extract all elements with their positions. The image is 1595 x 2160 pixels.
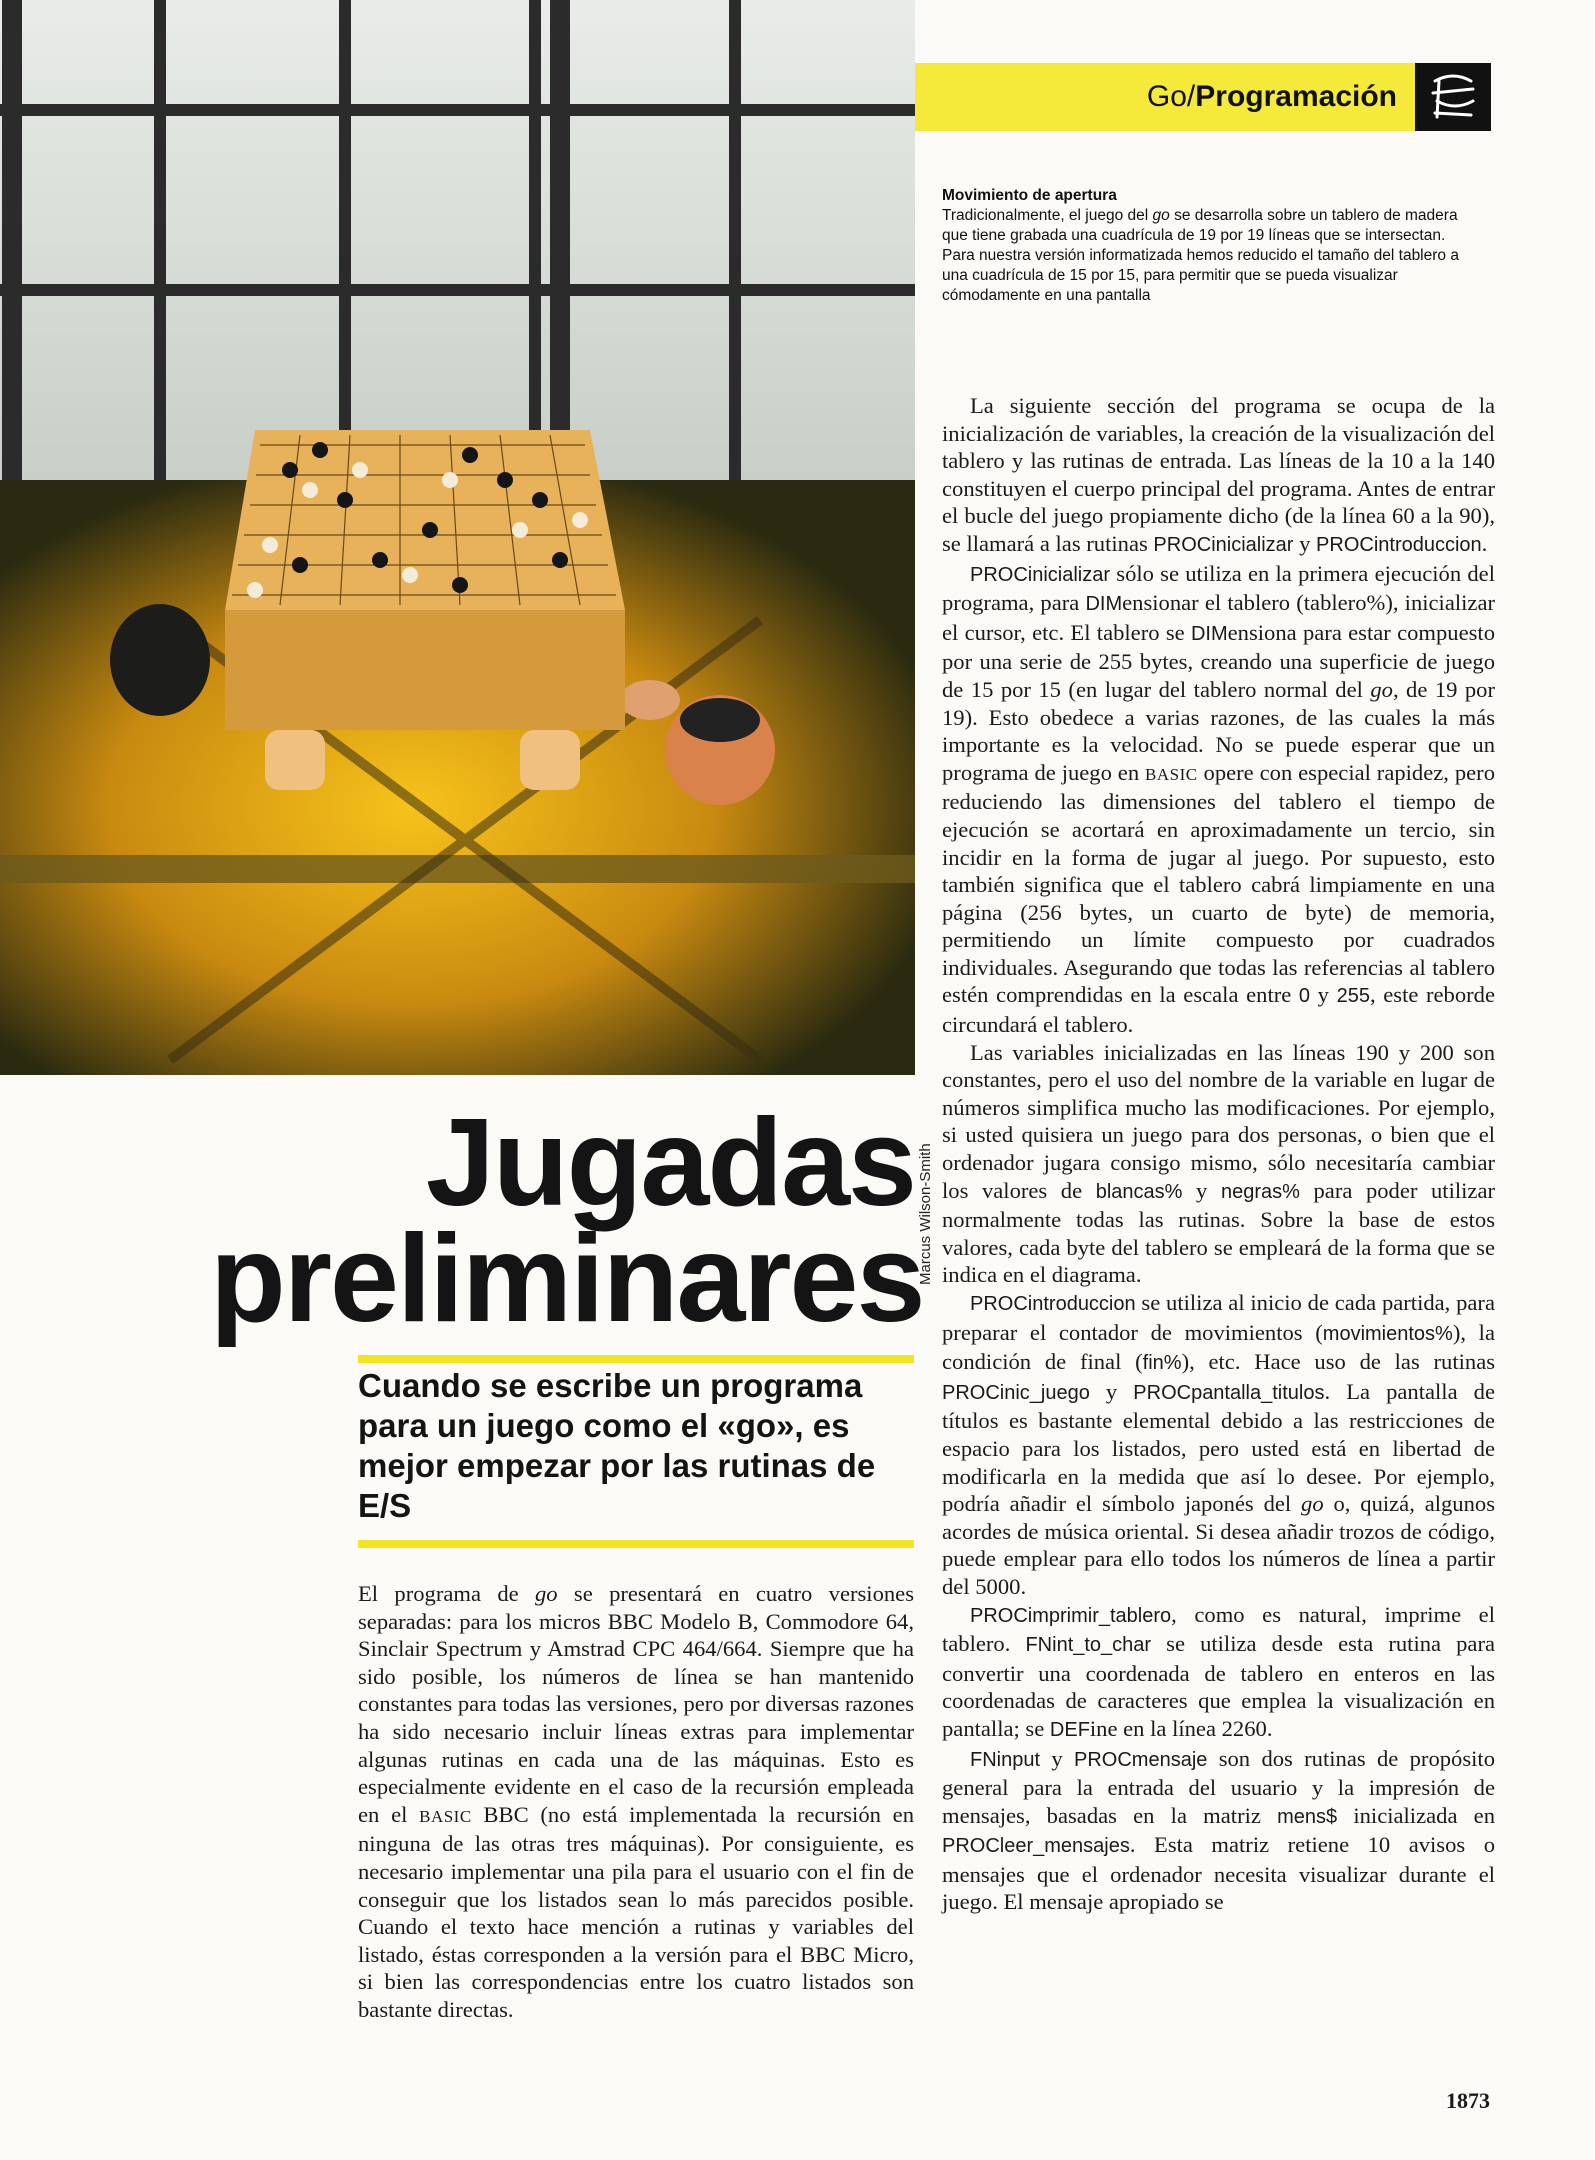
italic-run: go (1370, 676, 1393, 702)
code-run: blancas% (1095, 1180, 1183, 1203)
smallcaps-run: BASIC (419, 1806, 472, 1826)
code-run: PROCintroduccion (970, 1293, 1136, 1315)
text-run: . Esta matriz retiene 10 avisos o mensajes que el ordenador necesita visualizar durante el juego. El mensaje apropiado se (942, 1832, 1495, 1915)
caption-text: Tradicionalmente, el juego del (942, 207, 1153, 224)
text-run: El programa de (358, 1581, 535, 1606)
text-run: ensiona para estar compuesto por una serie de 255 bytes, creando una superficie de juego de 15 por 15 (en lugar del tablero normal del (942, 619, 1495, 702)
code-run: DIM (1190, 622, 1228, 645)
standfirst: Cuando se escribe un programa para un juego como el «go», es mejor empezar por las rutinas de E/S (358, 1367, 876, 1524)
headline-line-1: Jugadas (425, 1094, 915, 1232)
section-title: Programación (1195, 80, 1397, 113)
right-paragraph-3 (942, 1039, 1495, 1289)
text-run: , como es natural, imprime el tablero. (942, 1601, 1495, 1657)
text-run: sólo se utiliza en la primera ejecución del programa, para (942, 560, 1495, 616)
code-run: PROCmensaje (1074, 1748, 1208, 1771)
left-column (358, 1580, 914, 2024)
code-run: movimientos% (1322, 1322, 1453, 1345)
left-paragraph (358, 1580, 914, 2024)
section-name: Go/ (1146, 80, 1196, 113)
headline-line-2: preliminares (210, 1210, 924, 1348)
text-run: y (1182, 1177, 1221, 1203)
code-run: FNint_to_char (1025, 1634, 1152, 1657)
photo-caption (942, 186, 1462, 306)
text-run: se utiliza desde esta rutina para convertir una coordenada de tablero en enteros en las coordenadas de caracteres que emplea la visualización en pantalla; se (942, 1631, 1495, 1741)
right-paragraph-4 (942, 1289, 1495, 1601)
code-run: fin% (1142, 1352, 1182, 1375)
text-run: BBC (no está implementada la recursión en ninguna de las otras tres máquinas). Por consiguiente, es necesario implementar una pila para el usuario con el fin de conseguir que los listados sean lo más parecidos posible. Cuando el texto hace mención a rutinas y variables del listado, éstas corresponden a la versión para el BBC Micro, si bien las correspondencias entre los cuatro listados son bastante directas. (358, 1801, 914, 2022)
code-run: PROCinicializar (1153, 533, 1294, 556)
text-run: ine en la línea 2260. (1089, 1715, 1273, 1741)
code-run: negras% (1220, 1180, 1300, 1203)
text-run: o, quizá, algunos acordes de música oriental. Si desea añadir trozos de código, puede emplear para ello todos los números de línea a partir del 5000. (942, 1491, 1495, 1599)
text-run: ensionar el tablero (tablero%), inicializar el cursor, etc. El tablero se (942, 590, 1495, 645)
photo-credit-text: Marcus Wilson-Smith (917, 1143, 934, 1285)
code-run: mens$ (1277, 1805, 1338, 1828)
text-run: y (1089, 1378, 1134, 1404)
italic-run: go (1301, 1491, 1324, 1517)
code-run: PROCleer_mensajes (942, 1835, 1130, 1858)
text-run: y (1310, 982, 1337, 1008)
italic-run: go (534, 1581, 558, 1606)
text-run: La siguiente sección del programa se ocupa de la inicialización de variables, la creación de la visualización del tablero y las rutinas de entrada. Las líneas de la 10 a la 140 constituyen el cuerpo principal del programa. Antes de entrar el bucle del juego propiamente dicho (de la línea 60 a la 90), se llamará a las rutinas (942, 393, 1495, 556)
caption-go: go (1152, 207, 1170, 224)
right-paragraph-1 (942, 392, 1495, 560)
article-headline (210, 1094, 924, 1348)
standfirst-bottom-rule (358, 1540, 914, 1548)
text-run: inicializada en (1337, 1802, 1495, 1828)
code-run: PROCintroduccion (1316, 533, 1482, 556)
code-run: PROCinicializar (970, 563, 1111, 586)
smallcaps-run: BASIC (1145, 764, 1198, 784)
standfirst-top-rule (358, 1355, 914, 1363)
right-column (942, 392, 1495, 1916)
code-run: DIM (1085, 593, 1123, 616)
right-paragraph-6 (942, 1745, 1495, 1917)
right-paragraph-2 (942, 560, 1495, 1039)
caption-heading: Movimiento de apertura (942, 187, 1117, 204)
go-board-illustration (0, 0, 915, 1075)
code-run: 0 (1298, 985, 1311, 1008)
text-run: ), la condición de final ( (942, 1319, 1495, 1375)
text-run: y (1040, 1745, 1074, 1771)
caption-text-cont: se desarrolla sobre un tablero de madera que tiene grabada una cuadrícula de 19 por 19 líneas que se intersectan. Para nuestra versión informatizada hemos reducido el tamaño del tablero a una cuadrícula de 15 por 15, para permitir que se pueda visualizar cómodamente en una pantalla (942, 207, 1459, 304)
logo-glyph (1415, 63, 1491, 131)
code-run: FNinput (970, 1748, 1041, 1771)
code-run: 255 (1336, 985, 1370, 1008)
text-run: se utiliza al inicio de cada partida, para preparar el contador de movimientos ( (942, 1290, 1495, 1345)
text-run: . (1481, 530, 1488, 556)
code-run: PROCinic_juego (942, 1381, 1090, 1404)
code-run: PROCpantalla_titulos (1133, 1381, 1325, 1404)
text-run: opere con especial rapidez, pero reduciendo las dimensiones del tablero el tiempo de ejecución se acortará en aproximadamente un tercio, sin incidir en la forma de jugar al juego. Por supuesto, esto también significa que el tablero cabrá limpiamente en una página (256 bytes, un cuarto de byte) de memoria, permitiendo un límite compuesto por cuadrados individuales. Asegurando que todas las referencias al tablero estén comprendidas en la escala entre (942, 759, 1495, 1008)
text-run: son dos rutinas de propósito general para la entrada del usuario y la impresión de mensajes, basadas en la matriz (942, 1745, 1495, 1828)
text-run: , de 19 por 19). Esto obedece a varias razones, de las cuales la más importante es la velocidad. No se puede esperar que un programa de juego en (942, 676, 1495, 785)
text-run: para poder utilizar normalmente todas las rutinas. Sobre la base de estos valores, cada byte del tablero se empleará de la forma que se indica en el diagrama. (942, 1177, 1495, 1288)
text-run: se presentará en cuatro versiones separadas: para los micros BBC Modelo B, Commodore 64, Sinclair Spectrum y Amstrad CPC 464/664. Siempre que ha sido posible, los números de línea se han mantenido constantes para todas las versiones, pero por diversas razones ha sido necesario incluir líneas extras para implementar algunas rutinas en cada una de las máquinas. Esto es especialmente evidente en el caso de la recursión empleada en el (358, 1581, 915, 1827)
text-run: ), etc. Hace uso de las rutinas (1181, 1349, 1496, 1375)
section-header-title (915, 63, 1415, 131)
code-run: DEF (1049, 1718, 1090, 1741)
text-run: . La pantalla de títulos es bastante elemental debido a las restricciones de espacio para los listados, pero usted está en libertad de modificarla en la medida que así lo desee. Por ejemplo, podría añadir el símbolo japonés del (942, 1378, 1495, 1517)
text-run: Las variables inicializadas en las líneas 190 y 200 son constantes, pero el uso del nombre de la variable en lugar de números simplifica mucho las modificaciones. Por ejemplo, si usted quisiera un juego para dos personas, o bien que el ordenador jugara consigo mismo, sólo necesitaría cambiar los valores de (942, 1039, 1495, 1203)
text-run: y (1293, 530, 1317, 556)
go-stones-logo-icon (1415, 63, 1491, 131)
text-run: , este reborde circundará el tablero. (942, 982, 1495, 1038)
code-run: PROCimprimir_tablero (970, 1604, 1172, 1627)
page-number: 1873 (1446, 2088, 1490, 2113)
right-paragraph-5 (942, 1601, 1495, 1745)
go-board-photo (0, 0, 915, 1075)
